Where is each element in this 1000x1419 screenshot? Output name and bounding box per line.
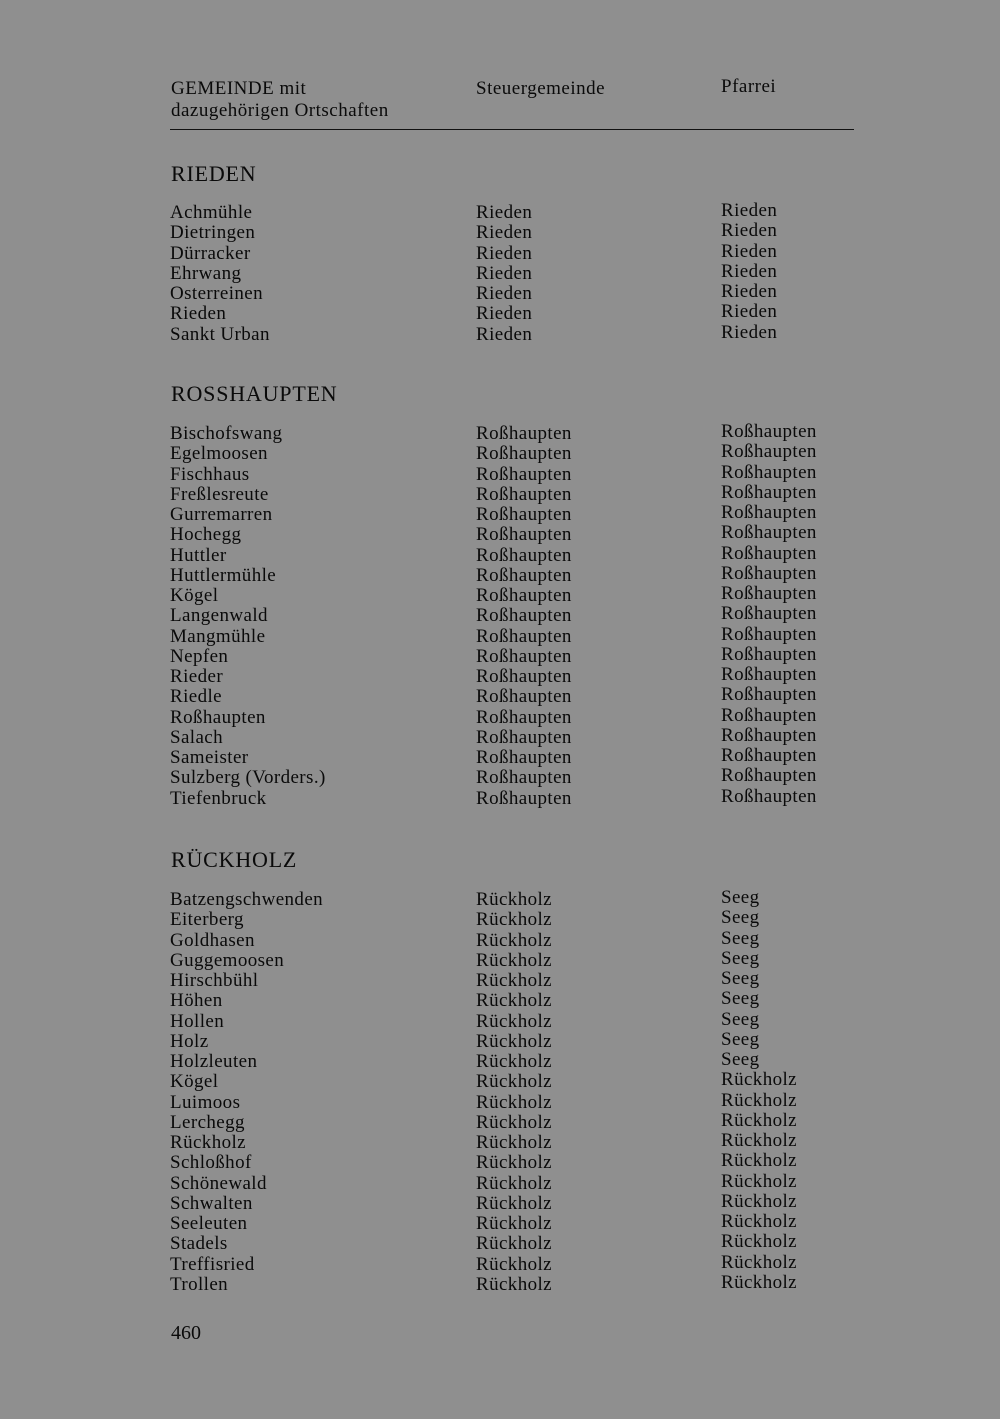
pfarrei-value: Roßhaupten	[721, 461, 817, 483]
table-row	[0, 1049, 1000, 1072]
pfarrei-value: Rückholz	[721, 1130, 798, 1151]
table-row	[0, 1271, 1000, 1295]
place-name: Sulzberg (Vorders.)	[170, 767, 326, 789]
steuergemeinde-value: Rieden	[476, 283, 533, 304]
place-name: Treffisried	[170, 1253, 255, 1275]
place-name: Mangmühle	[170, 625, 266, 647]
pfarrei-value: Roßhaupten	[721, 522, 817, 544]
pfarrei-value: Seeg	[721, 968, 760, 989]
table-row	[0, 947, 1000, 971]
place-name: Bischofswang	[170, 423, 283, 444]
place-name: Dürracker	[170, 242, 251, 264]
table-row	[0, 623, 1000, 647]
header-rule	[170, 129, 854, 130]
steuergemeinde-value: Roßhaupten	[476, 706, 572, 728]
pfarrei-value: Seeg	[721, 887, 760, 908]
pfarrei-value: Roßhaupten	[721, 684, 817, 706]
steuergemeinde-value: Rückholz	[476, 1030, 553, 1052]
steuergemeinde-value: Rückholz	[476, 949, 553, 971]
pfarrei-value: Rieden	[721, 301, 778, 323]
table-row	[0, 281, 1000, 304]
place-name: Roßhaupten	[170, 706, 266, 728]
pfarrei-value: Seeg	[721, 947, 760, 969]
table-row	[0, 1251, 1000, 1275]
steuergemeinde-value: Rückholz	[476, 889, 553, 910]
steuergemeinde-value: Rückholz	[476, 1213, 553, 1234]
steuergemeinde-value: Rückholz	[476, 1253, 553, 1275]
place-name: Sameister	[170, 747, 249, 768]
steuergemeinde-value: Rieden	[476, 323, 533, 345]
pfarrei-value: Rieden	[721, 200, 778, 221]
steuergemeinde-value: Rückholz	[476, 929, 553, 951]
place-name: Huttlermühle	[170, 564, 277, 586]
table-row	[0, 1069, 1000, 1093]
place-name: Salach	[170, 726, 224, 748]
pfarrei-value: Roßhaupten	[721, 441, 817, 463]
table-row	[0, 301, 1000, 325]
steuergemeinde-value: Roßhaupten	[476, 585, 572, 606]
steuergemeinde-value: Rückholz	[476, 1111, 553, 1133]
steuergemeinde-value: Rückholz	[476, 1273, 553, 1295]
steuergemeinde-value: Rieden	[476, 242, 533, 264]
pfarrei-value: Rückholz	[721, 1271, 798, 1293]
steuergemeinde-value: Roßhaupten	[476, 686, 572, 708]
place-name: Gurremarren	[170, 504, 273, 525]
steuergemeinde-value: Rückholz	[476, 970, 553, 991]
place-name: Achmühle	[170, 202, 253, 223]
table-row	[0, 481, 1000, 505]
table-row	[0, 1190, 1000, 1214]
steuergemeinde-value: Roßhaupten	[476, 524, 572, 546]
table-row	[0, 240, 1000, 264]
steuergemeinde-value: Roßhaupten	[476, 666, 572, 687]
pfarrei-value: Seeg	[721, 927, 760, 949]
steuergemeinde-value: Rückholz	[476, 1132, 553, 1153]
table-row	[0, 1231, 1000, 1255]
pfarrei-value: Seeg	[721, 1008, 760, 1030]
pfarrei-value: Seeg	[721, 907, 760, 929]
section-title-rieden: RIEDEN	[171, 161, 257, 186]
pfarrei-value: Roßhaupten	[721, 502, 817, 523]
place-name: Tiefenbruck	[170, 787, 267, 809]
table-row	[0, 664, 1000, 687]
place-name: Riedle	[170, 686, 222, 708]
steuergemeinde-value: Rückholz	[476, 1010, 553, 1032]
table-row	[0, 1130, 1000, 1153]
pfarrei-value: Roßhaupten	[721, 643, 817, 665]
table-row	[0, 220, 1000, 244]
pfarrei-value: Roßhaupten	[721, 623, 817, 645]
steuergemeinde-value: Roßhaupten	[476, 747, 572, 768]
pfarrei-value: Rückholz	[721, 1089, 798, 1111]
place-name: Fischhaus	[170, 463, 250, 485]
steuergemeinde-value: Rückholz	[476, 1233, 553, 1255]
place-name: Goldhasen	[170, 929, 255, 951]
table-row	[0, 260, 1000, 284]
table-row	[0, 542, 1000, 566]
pfarrei-value: Roßhaupten	[721, 785, 817, 807]
steuergemeinde-value: Roßhaupten	[476, 605, 572, 627]
steuergemeinde-value: Rieden	[476, 202, 533, 223]
place-name: Sankt Urban	[170, 323, 270, 345]
section-rows-rosshaupten	[0, 421, 1000, 809]
pfarrei-value: Rückholz	[721, 1109, 798, 1131]
table-row	[0, 421, 1000, 444]
place-name: Lerchegg	[170, 1111, 245, 1133]
pfarrei-value: Rieden	[721, 321, 778, 343]
steuergemeinde-value: Roßhaupten	[476, 726, 572, 748]
steuergemeinde-value: Rückholz	[476, 1192, 553, 1214]
place-name: Nepfen	[170, 645, 229, 667]
steuergemeinde-value: Rückholz	[476, 1051, 553, 1072]
header-gemeinde-line2: dazugehörigen Ortschaften	[171, 100, 389, 121]
steuergemeinde-value: Roßhaupten	[476, 443, 572, 465]
pfarrei-value: Rieden	[721, 220, 778, 242]
pfarrei-value: Roßhaupten	[721, 562, 817, 584]
header-steuergemeinde: Steuergemeinde	[476, 78, 606, 99]
table-row	[0, 1008, 1000, 1032]
pfarrei-value: Roßhaupten	[721, 583, 817, 604]
place-name: Schönewald	[170, 1172, 267, 1194]
header-pfarrei: Pfarrei	[721, 76, 777, 97]
place-name: Guggemoosen	[170, 949, 285, 971]
table-row	[0, 643, 1000, 667]
place-name: Ehrwang	[170, 262, 242, 284]
pfarrei-value: Roßhaupten	[721, 664, 817, 685]
place-name: Stadels	[170, 1233, 228, 1255]
header-gemeinde	[171, 78, 389, 122]
steuergemeinde-value: Roßhaupten	[476, 463, 572, 485]
steuergemeinde-value: Rückholz	[476, 990, 553, 1012]
section-rows-rieden	[0, 200, 1000, 345]
place-name: Rückholz	[170, 1132, 247, 1153]
place-name: Holz	[170, 1030, 209, 1052]
steuergemeinde-value: Roßhaupten	[476, 423, 572, 444]
pfarrei-value: Seeg	[721, 1049, 760, 1070]
pfarrei-value: Roßhaupten	[721, 745, 817, 766]
table-row	[0, 745, 1000, 768]
table-row	[0, 321, 1000, 345]
table-row	[0, 1109, 1000, 1133]
table-row	[0, 562, 1000, 586]
steuergemeinde-value: Roßhaupten	[476, 483, 572, 505]
place-name: Luimoos	[170, 1091, 241, 1113]
place-name: Dietringen	[170, 222, 256, 244]
table-row	[0, 200, 1000, 223]
table-row	[0, 907, 1000, 931]
section-rows-rueckholz	[0, 887, 1000, 1295]
pfarrei-value: Roßhaupten	[721, 603, 817, 625]
table-row	[0, 603, 1000, 627]
pfarrei-value: Rückholz	[721, 1170, 798, 1192]
place-name: Schloßhof	[170, 1152, 252, 1174]
place-name: Eiterberg	[170, 909, 244, 931]
pfarrei-value: Seeg	[721, 988, 760, 1010]
pfarrei-value: Rückholz	[721, 1190, 798, 1212]
table-row	[0, 1089, 1000, 1113]
page-number: 460	[171, 1322, 201, 1344]
steuergemeinde-value: Roßhaupten	[476, 625, 572, 647]
pfarrei-value: Rückholz	[721, 1211, 798, 1232]
section-title-rosshaupten: ROSSHAUPTEN	[171, 381, 338, 406]
pfarrei-value: Rieden	[721, 260, 778, 282]
steuergemeinde-value: Rückholz	[476, 1071, 553, 1093]
pfarrei-value: Rückholz	[721, 1069, 798, 1091]
steuergemeinde-value: Roßhaupten	[476, 564, 572, 586]
table-row	[0, 502, 1000, 525]
place-name: Rieder	[170, 666, 224, 687]
table-row	[0, 461, 1000, 485]
pfarrei-value: Roßhaupten	[721, 704, 817, 726]
place-name: Batzengschwenden	[170, 889, 324, 910]
table-row	[0, 704, 1000, 728]
pfarrei-value: Roßhaupten	[721, 542, 817, 564]
pfarrei-value: Rückholz	[721, 1150, 798, 1172]
steuergemeinde-value: Rieden	[476, 222, 533, 244]
steuergemeinde-value: Roßhaupten	[476, 645, 572, 667]
place-name: Rieden	[170, 303, 227, 325]
place-name: Egelmoosen	[170, 443, 268, 465]
table-row	[0, 1028, 1000, 1052]
table-row	[0, 1170, 1000, 1194]
place-name: Holzleuten	[170, 1051, 258, 1072]
place-name: Höhen	[170, 990, 223, 1012]
pfarrei-value: Rückholz	[721, 1231, 798, 1253]
pfarrei-value: Roßhaupten	[721, 481, 817, 503]
pfarrei-value: Roßhaupten	[721, 765, 817, 787]
pfarrei-value: Rieden	[721, 240, 778, 262]
steuergemeinde-value: Roßhaupten	[476, 767, 572, 789]
pfarrei-value: Seeg	[721, 1028, 760, 1050]
steuergemeinde-value: Rückholz	[476, 1172, 553, 1194]
place-name: Trollen	[170, 1273, 229, 1295]
steuergemeinde-value: Rieden	[476, 262, 533, 284]
place-name: Kögel	[170, 585, 219, 606]
table-row	[0, 1150, 1000, 1174]
table-row	[0, 441, 1000, 465]
table-row	[0, 785, 1000, 809]
place-name: Hollen	[170, 1010, 225, 1032]
section-title-rueckholz: RÜCKHOLZ	[171, 847, 298, 872]
place-name: Hochegg	[170, 524, 242, 546]
table-row	[0, 522, 1000, 546]
table-row	[0, 927, 1000, 951]
place-name: Freßlesreute	[170, 483, 269, 505]
pfarrei-value: Rieden	[721, 281, 778, 302]
pfarrei-value: Roßhaupten	[721, 724, 817, 746]
steuergemeinde-value: Rückholz	[476, 1091, 553, 1113]
steuergemeinde-value: Rückholz	[476, 1152, 553, 1174]
place-name: Huttler	[170, 544, 227, 566]
table-row	[0, 1211, 1000, 1234]
table-row	[0, 988, 1000, 1012]
place-name: Hirschbühl	[170, 970, 259, 991]
table-row	[0, 765, 1000, 789]
table-row	[0, 887, 1000, 910]
table-row	[0, 968, 1000, 991]
steuergemeinde-value: Rückholz	[476, 909, 553, 931]
table-row	[0, 684, 1000, 708]
pfarrei-value: Roßhaupten	[721, 421, 817, 442]
steuergemeinde-value: Roßhaupten	[476, 544, 572, 566]
place-name: Schwalten	[170, 1192, 253, 1214]
place-name: Langenwald	[170, 605, 268, 627]
steuergemeinde-value: Roßhaupten	[476, 787, 572, 809]
table-row	[0, 583, 1000, 606]
pfarrei-value: Rückholz	[721, 1251, 798, 1273]
header-gemeinde-line1: GEMEINDE mit	[171, 78, 307, 99]
place-name: Kögel	[170, 1071, 219, 1093]
place-name: Osterreinen	[170, 283, 264, 304]
place-name: Seeleuten	[170, 1213, 248, 1234]
table-row	[0, 724, 1000, 748]
steuergemeinde-value: Rieden	[476, 303, 533, 325]
steuergemeinde-value: Roßhaupten	[476, 504, 572, 525]
